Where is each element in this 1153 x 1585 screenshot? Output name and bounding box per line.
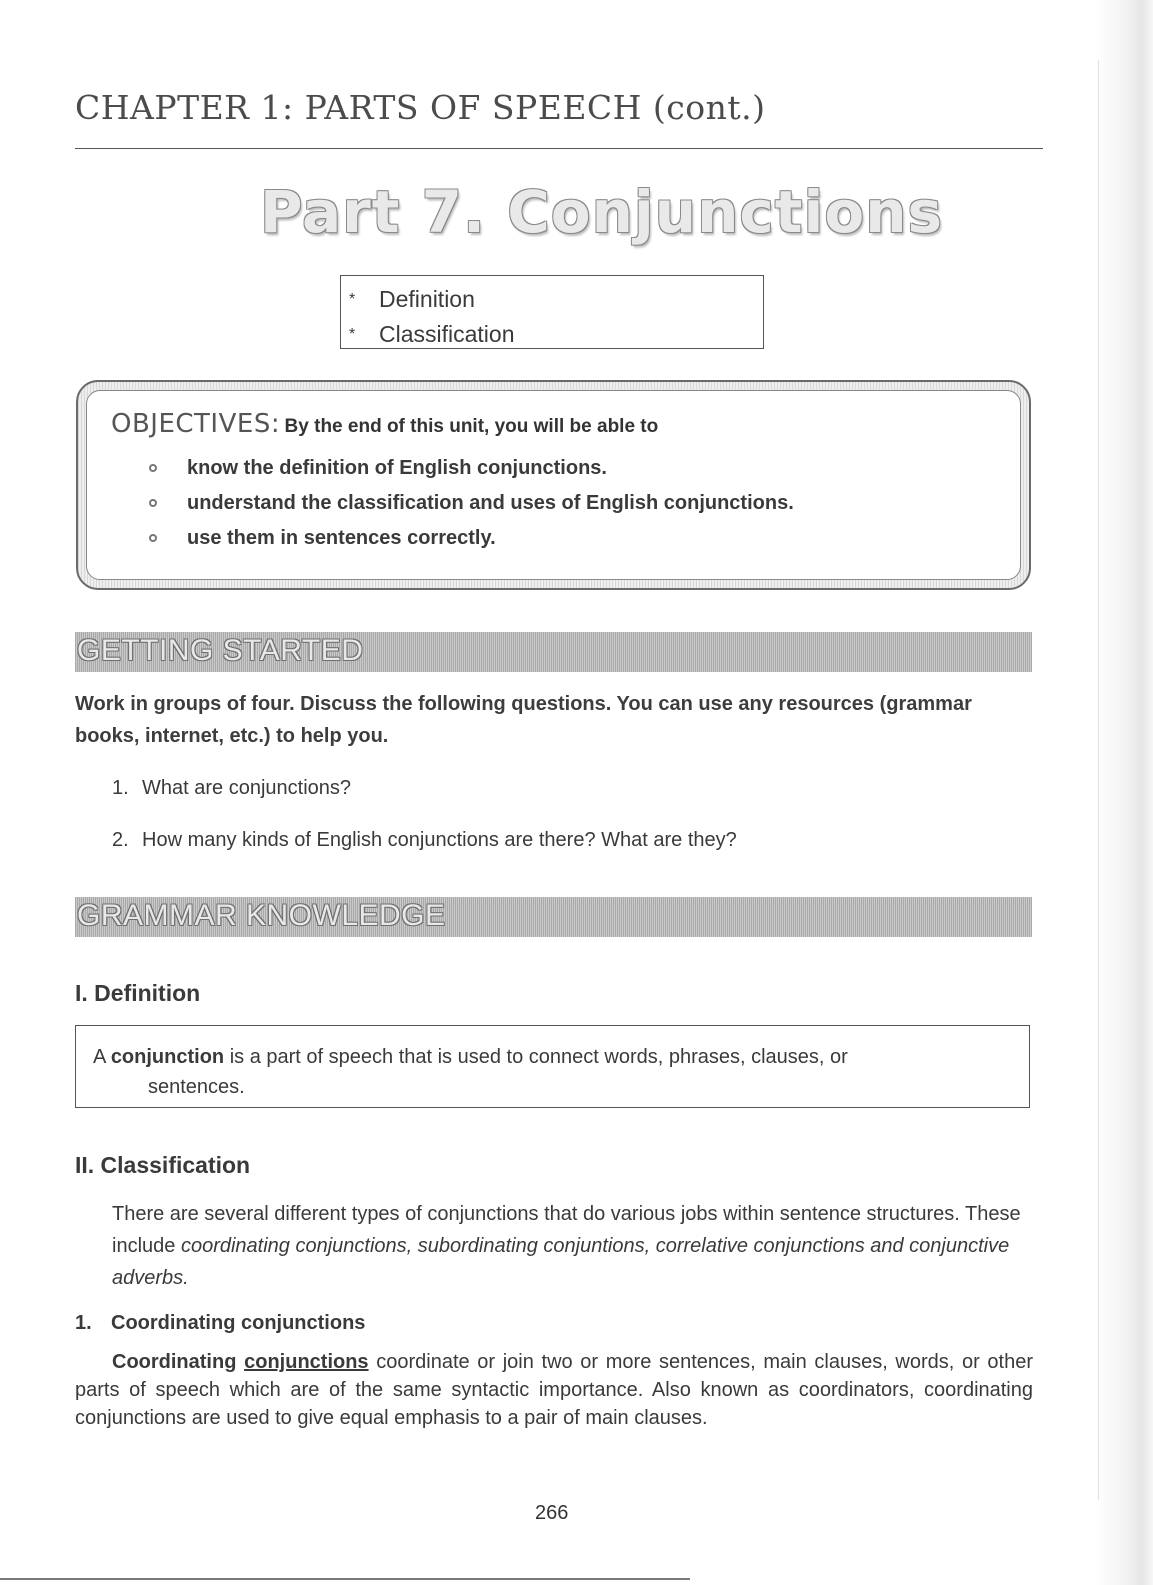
- asterisk-icon: *: [349, 326, 356, 343]
- grammar-knowledge-heading: GRAMMAR KNOWLEDGE: [77, 899, 446, 932]
- objectives-title: OBJECTIVES:: [111, 409, 281, 439]
- question-text: What are conjunctions?: [142, 777, 352, 799]
- outline-item-label: Classification: [379, 321, 515, 347]
- definition-line-2: sentences.: [148, 1076, 245, 1098]
- question-2: [112, 826, 737, 854]
- bottom-rule: [0, 1578, 690, 1580]
- bullet-icon: [149, 464, 157, 472]
- coordinating-paragraph: [75, 1348, 1033, 1432]
- definition-line-1: is a part of speech that is used to connect words, phrases, clauses, or: [229, 1046, 848, 1068]
- coordinating-body: coordinate or join two or more sentences, main clauses, words, or other parts of speech which are of the same syntactic importance. Also known as coordinators, coordinating conjunctions are used to give equal emphasis to a pair of main clauses.: [75, 1351, 1034, 1429]
- objectives-list: [111, 451, 1020, 556]
- page-edge-shadow: [1095, 0, 1153, 1585]
- page-number: 266: [535, 1502, 569, 1524]
- outline-box: [340, 275, 764, 349]
- outline-item-definition: [349, 282, 763, 317]
- objectives-box: [76, 380, 1031, 590]
- asterisk-icon: *: [349, 291, 356, 308]
- objective-item: understand the classification and uses of English conjunctions.: [111, 486, 1020, 521]
- group-instructions: Work in groups of four. Discuss the following questions. You can use any resources (grammar books, internet, etc.) to help you.: [75, 693, 972, 747]
- chapter-title: CHAPTER 1: PARTS OF SPEECH (cont.): [75, 88, 766, 127]
- objective-item: know the definition of English conjunctions.: [111, 451, 1020, 486]
- classification-heading: II. Classification: [75, 1152, 251, 1178]
- classification-text: There are several different types of conjunctions that do various jobs within sentence structures. These include: [112, 1203, 1021, 1257]
- grammar-knowledge-banner: [75, 897, 1032, 937]
- classification-paragraph: [112, 1198, 1022, 1294]
- outline-item-label: Definition: [379, 286, 475, 312]
- question-1: [112, 774, 351, 802]
- getting-started-heading: GETTING STARTED: [77, 634, 364, 667]
- definition-heading: I. Definition: [75, 980, 201, 1006]
- coordinating-title: Coordinating conjunctions: [111, 1312, 366, 1334]
- objectives-intro: By the end of this unit, you will be able to: [284, 416, 659, 437]
- definition-term: conjunction: [110, 1046, 225, 1068]
- objectives-content: [86, 390, 1021, 580]
- part-title: Part 7. Conjunctions: [260, 178, 944, 246]
- definition-box: [75, 1025, 1030, 1108]
- chapter-rule: [75, 148, 1043, 149]
- coordinating-number: 1.: [75, 1312, 92, 1334]
- getting-started-banner: [75, 632, 1032, 672]
- outline-item-classification: [349, 317, 763, 352]
- conjunctions-term: conjunctions: [244, 1351, 369, 1373]
- coordinating-term: Coordinating: [112, 1351, 237, 1373]
- question-text: How many kinds of English conjunctions are there? What are they?: [142, 829, 737, 851]
- classification-types: coordinating conjunctions, subordinating conjuntions, correlative conjunctions and conjunctive adverbs.: [112, 1235, 1010, 1289]
- bullet-icon: [149, 499, 157, 507]
- coordinating-heading: [75, 1312, 365, 1335]
- objective-item: use them in sentences correctly.: [111, 521, 1020, 556]
- page-edge-line: [1098, 60, 1099, 1500]
- bullet-icon: [149, 534, 157, 542]
- question-number: 2.: [112, 829, 129, 851]
- question-number: 1.: [112, 777, 129, 799]
- definition-prefix: A: [93, 1046, 106, 1068]
